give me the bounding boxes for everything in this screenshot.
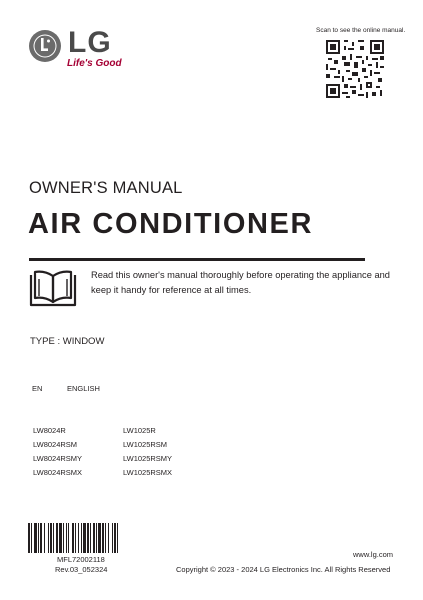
language-name: ENGLISH [67,384,100,393]
lg-logo-icon [28,29,62,63]
logo-wordmark: LG [68,26,112,59]
title-divider [29,258,365,261]
part-number: MFL72002118 [57,555,105,564]
product-title: AIR CONDITIONER [28,208,313,240]
model-number: LW8024R [33,426,66,435]
model-number: LW8024RSMY [33,454,83,463]
copyright-notice: Copyright © 2023 - 2024 LG Electronics Inc. All Rights Reserved [176,565,391,574]
model-number: LW1025RSMX [123,468,173,477]
model-list-column-a [33,424,82,480]
manual-title: OWNER'S MANUAL [29,179,183,197]
model-number: LW8024RSMX [33,468,83,477]
model-list-column-b [123,424,172,480]
open-book-icon [29,269,77,309]
read-manual-notice: Read this owner's manual thoroughly before operating the appliance and keep it handy for reference at all times. [91,270,390,295]
type-line: TYPE : WINDOW [30,336,105,347]
language-code: EN [32,384,43,393]
qr-code-icon[interactable] [326,40,384,98]
brand-tagline: Life's Good [67,58,122,69]
qr-caption: Scan to see the online manual. [316,27,406,34]
model-number: LW1025RSM [123,440,168,449]
barcode-icon [28,523,148,553]
website-link[interactable]: www.lg.com [353,550,394,559]
model-number: LW1025RSMY [123,454,173,463]
revision-code: Rev.03_052324 [55,565,108,574]
model-number: LW1025R [123,426,156,435]
model-number: LW8024RSM [33,440,78,449]
